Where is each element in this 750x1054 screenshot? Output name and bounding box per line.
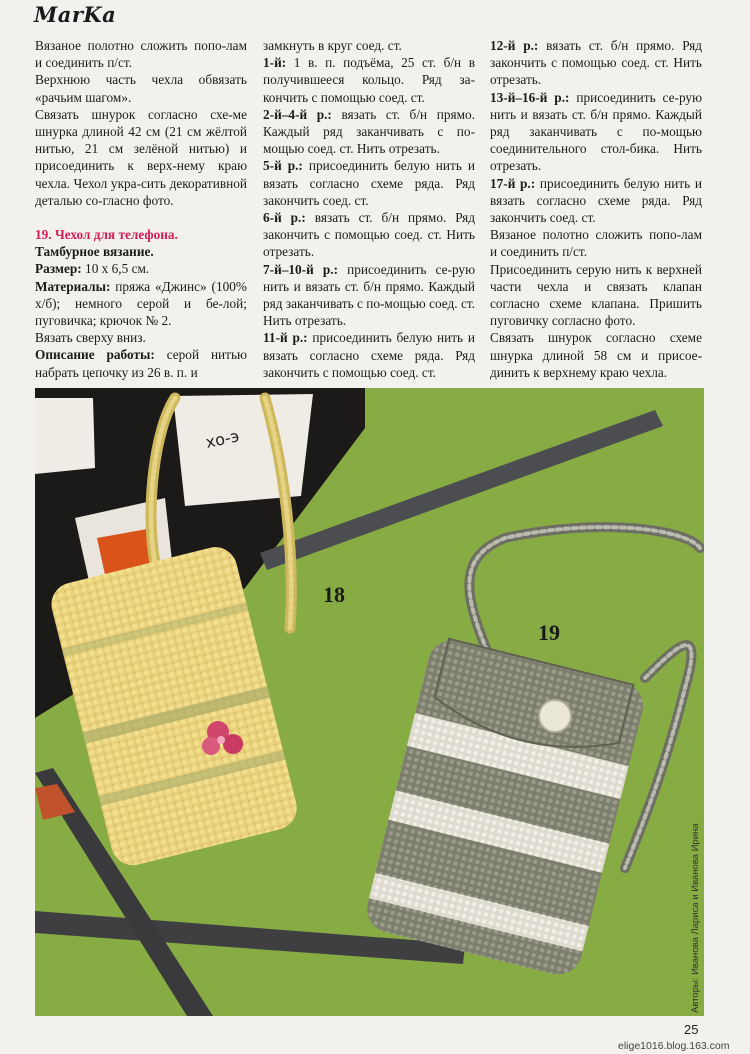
materials-label: Материалы:	[35, 278, 111, 294]
product-photo	[35, 388, 704, 1016]
row-label: 13-й–16-й р.:	[490, 89, 570, 105]
row-text: присоединить се-рую нить и вязать ст. б/н прямо. Каждый ряд заканчивать с по-мощью соед. ст. Нить отрезать.	[263, 261, 475, 329]
author-credit: Авторы: Иванова Лариса и Иванова Ирина	[690, 823, 701, 1013]
work-value: серой нитью набрать цепочку из 26 в. п. и	[35, 347, 247, 380]
label-18: 18	[323, 582, 345, 607]
section-title: 19. Чехол для телефона.	[35, 227, 178, 243]
watermark: elige1016.blog.163.com	[618, 1040, 730, 1052]
technique	[35, 243, 247, 260]
card-text: хо-э	[203, 426, 241, 452]
paragraph: Связать шнурок согласно схе-ме шнурка длиной 42 см (21 см жёлтой нитью, 21 см зелёной нитью) и присоединить к верх-нему краю чехла. Чехол укра-сить декоративной деталью со-гласно фото.	[35, 106, 247, 208]
materials-value: пряжа «Джинс» (100% х/б); немного серой и бе-лой; пуговичка; крючок № 2.	[35, 278, 247, 329]
row-text: вязать ст. б/н прямо. Ряд закончить с помощью соед. ст. Нить отрезать.	[263, 210, 475, 260]
size-label: Размер:	[35, 261, 82, 277]
white-card	[173, 394, 313, 506]
paragraph: Верхнюю часть чехла обвязать «рачьим шагом».	[35, 72, 247, 105]
row-label: 12-й р.:	[490, 38, 539, 53]
button-decoration	[539, 700, 571, 732]
row-instruction	[263, 106, 475, 158]
row-label: 5-й р.:	[263, 158, 303, 174]
row-instruction	[263, 329, 475, 381]
row-instruction	[263, 261, 475, 330]
paragraph: Вязаное полотно сложить попо-лам и соединить п/ст.	[35, 38, 247, 71]
size-line	[35, 260, 247, 277]
materials-line	[35, 278, 247, 330]
row-instruction	[490, 89, 702, 175]
row-instruction	[263, 157, 475, 209]
row-text: присоединить се-рую нить и вязать ст. б/н прямо. Каждый ряд заканчивать с по-мощью соединительного стол-бика. Нить отрезать.	[490, 89, 702, 174]
row-label: 6-й р.:	[263, 210, 306, 226]
row-instruction	[263, 54, 475, 106]
row-instruction	[490, 175, 702, 227]
row-instruction	[490, 37, 702, 89]
row-label: 11-й р.:	[263, 330, 308, 346]
paragraph: Связать шнурок согласно схеме шнурка длиной 58 см и присое-динить к верхнему краю чехла.	[490, 330, 702, 380]
row-label: 1-й:	[263, 55, 287, 71]
text-column-3	[490, 37, 702, 381]
photo-illustration	[35, 388, 704, 1016]
work-line	[35, 346, 247, 380]
paragraph: замкнуть в круг соед. ст.	[263, 38, 402, 53]
paragraph: Вязаное полотно сложить попо-лам и соединить п/ст.	[490, 227, 702, 260]
technique-text: Тамбурное вязание.	[35, 244, 154, 260]
row-text: присоединить белую нить и вязать согласно схеме ряда. Ряд закончить соед. ст.	[490, 175, 702, 226]
size-value: 10 х 6,5 см.	[81, 261, 150, 277]
row-text: вязать ст. б/н прямо. Ряд закончить с помощью соед. ст. Нить отрезать.	[490, 38, 702, 88]
paragraph: Вязать сверху вниз.	[35, 330, 146, 346]
row-text: 1 в. п. подъёма, 25 ст. б/н в получившееся кольцо. Ряд за-кончить с помощью соед. ст.	[263, 55, 475, 105]
row-label: 2-й–4-й р.:	[263, 106, 332, 122]
row-instruction	[263, 209, 475, 261]
paragraph: Присоединить серую нить к верхней части чехла и связать клапан согласно схеме клапана. Пришить пуговичку согласно фото.	[490, 261, 702, 329]
text-column-1	[35, 37, 247, 381]
row-text: присоединить белую нить и вязать согласно схеме ряда. Ряд закончить с помощью соед. ст.	[263, 330, 475, 380]
row-label: 7-й–10-й р.:	[263, 261, 339, 277]
row-text: присоединить белую нить и вязать согласно схеме ряда. Ряд закончить соед. ст.	[263, 158, 475, 208]
row-label: 17-й р.:	[490, 175, 536, 191]
magazine-brand: MarKa	[34, 2, 117, 27]
work-label: Описание работы:	[35, 347, 155, 363]
page-number: 25	[684, 1022, 699, 1037]
row-text: вязать ст. б/н прямо. Каждый ряд заканчивать с по-мощью соед. ст. Нить отрезать.	[263, 106, 475, 157]
label-19: 19	[538, 620, 560, 645]
text-column-2	[263, 37, 475, 381]
